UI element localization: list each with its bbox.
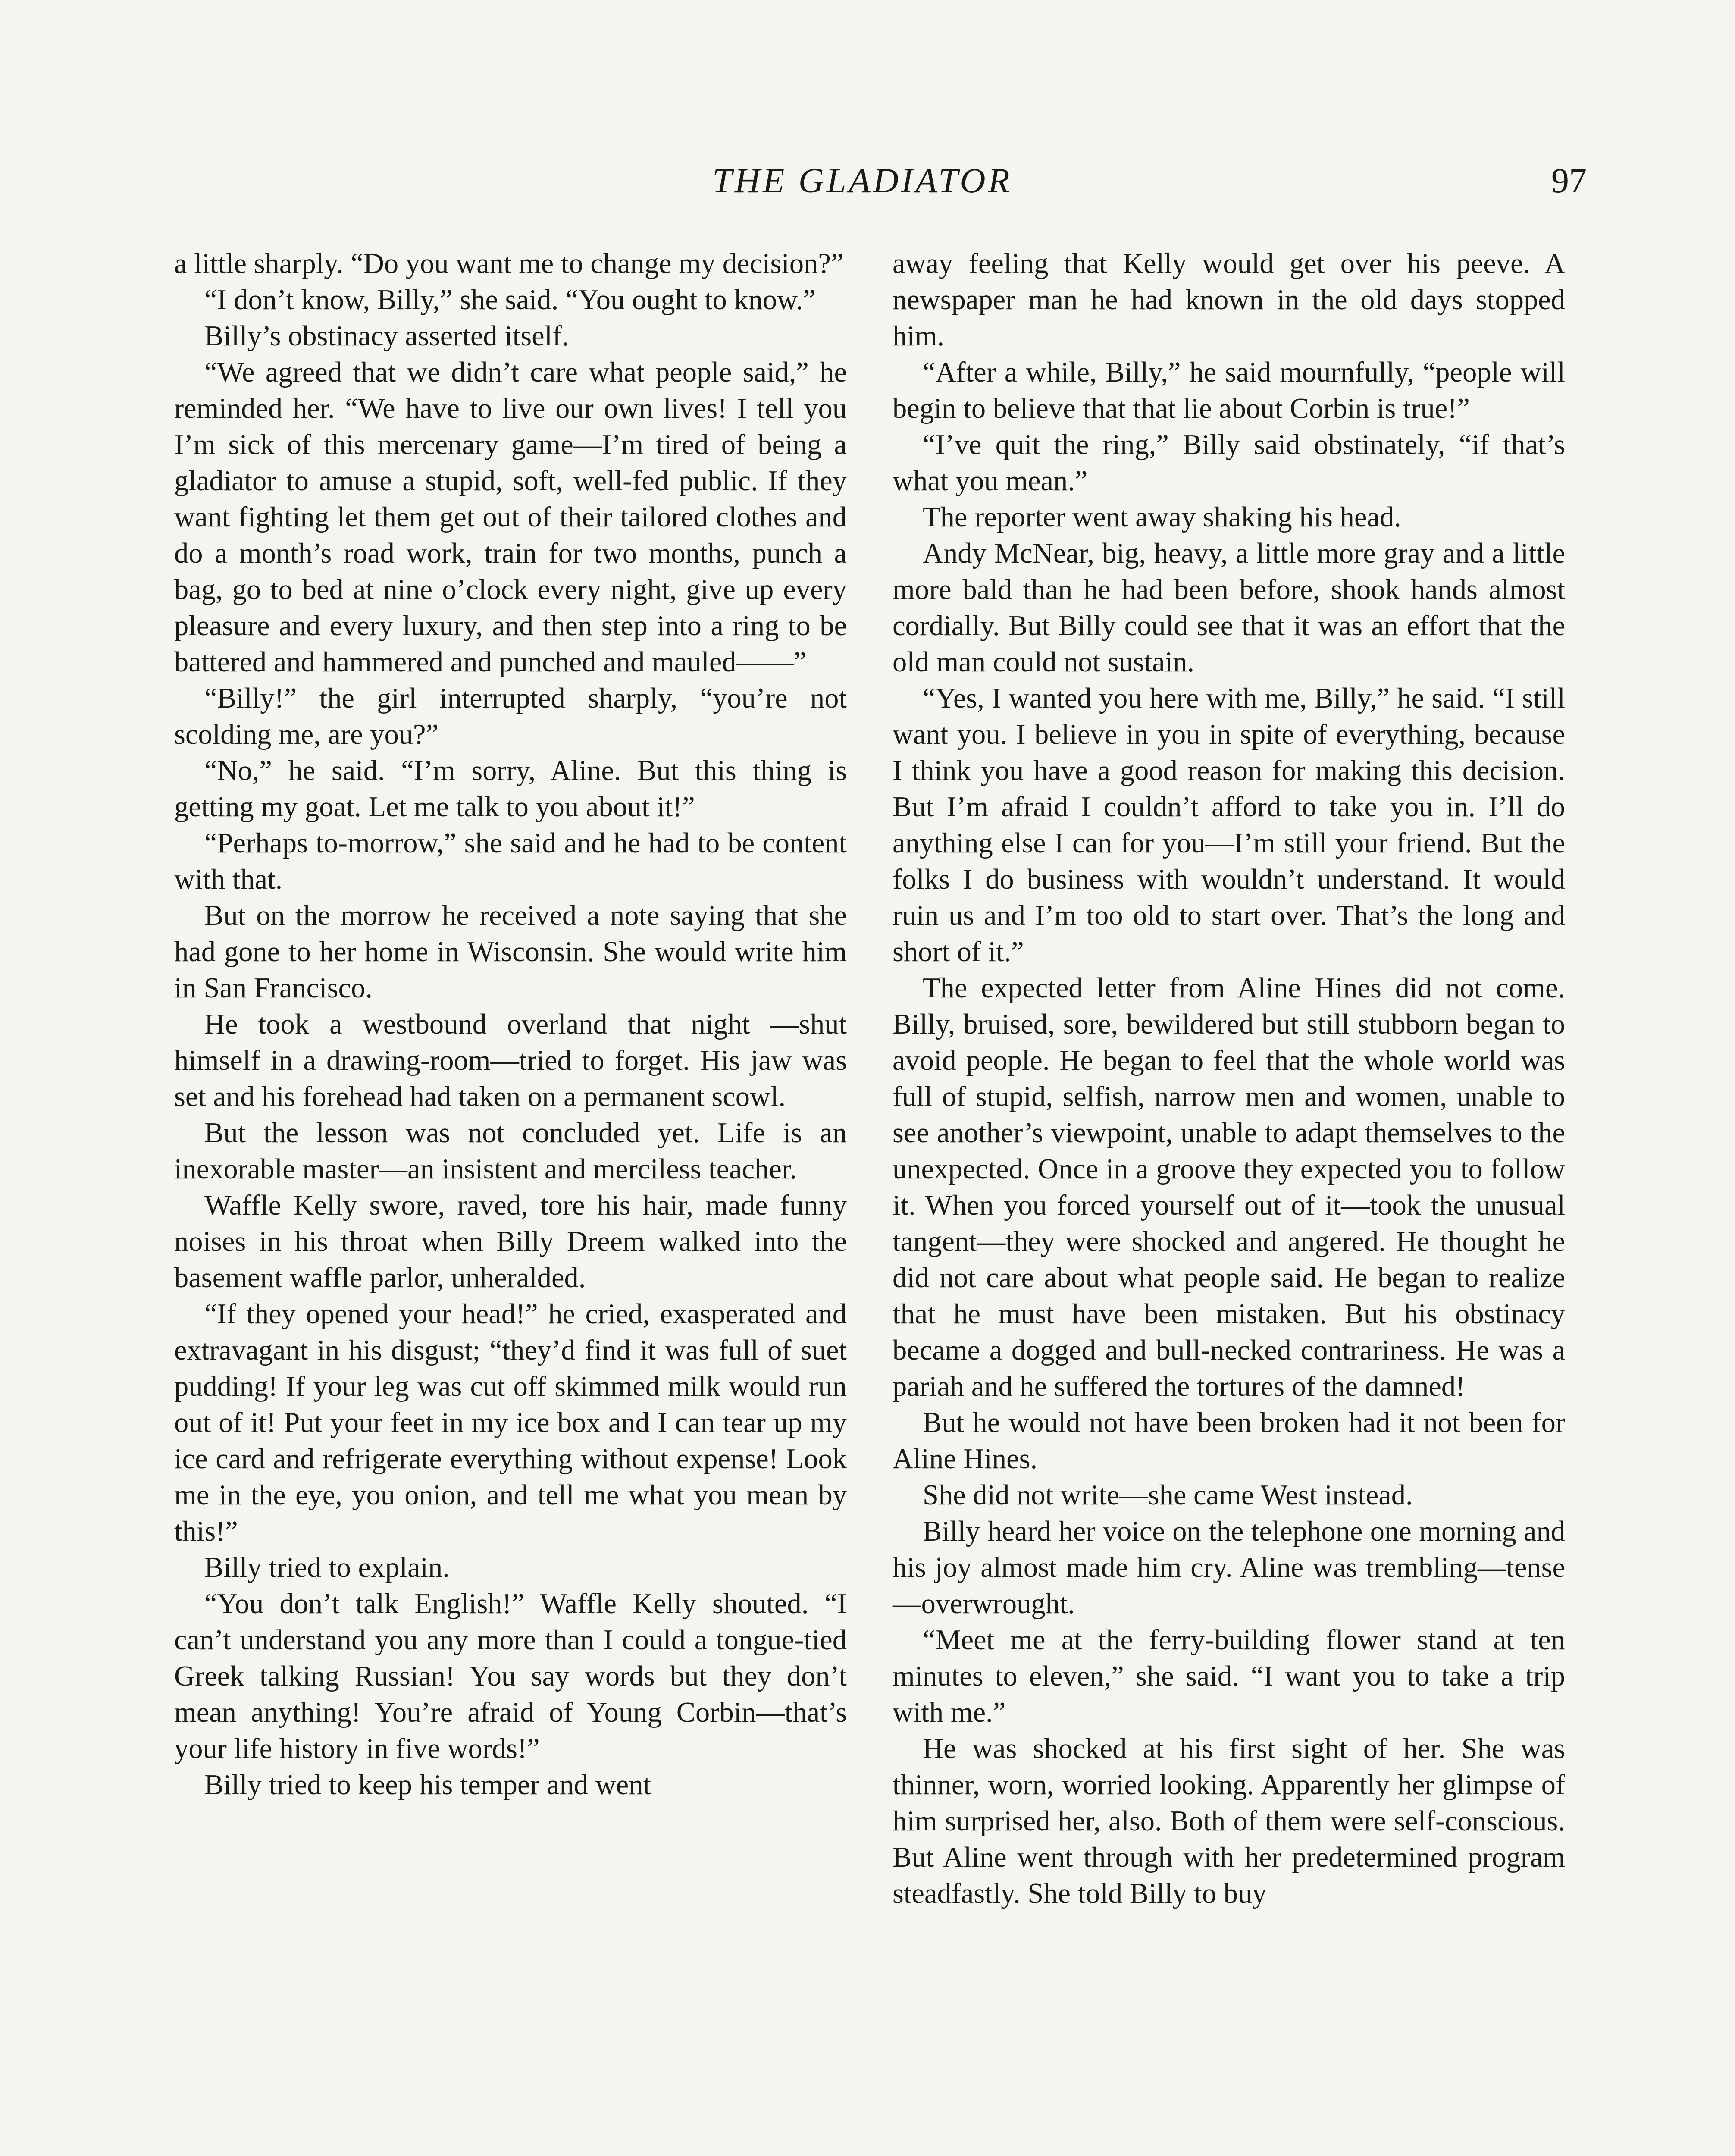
paragraph: Andy McNear, big, heavy, a little more gray and a little more bald than he had been before, shook hands almost cordially. But Billy could see that it was an effort that the old man could not sustain. — [893, 538, 1565, 678]
paragraph: Billy tried to explain. — [204, 1552, 450, 1583]
paragraph: “Yes, I wanted you here with me, Billy,” he said. “I still want you. I believe in you in spite of everything, because I think you have a good reason for making this decision. But I’m afraid I couldn’t afford to take you in. I’ll do anything else I can for you—I’m still your friend. But the folks I do business with wouldn’t understand. It would ruin us and I’m too old to start over. That’s the long and short of it.” — [893, 683, 1565, 968]
paragraph: Billy heard her voice on the telephone one morning and his joy almost made him cry. Aline was trembling—tense—overwrought. — [893, 1516, 1565, 1620]
paragraph: “Meet me at the ferry-building flower stand at ten minutes to eleven,” she said. “I want you to take a trip with me.” — [893, 1624, 1565, 1728]
paragraph: Waffle Kelly swore, raved, tore his hair, made funny noises in his throat when Billy Dreem walked into the basement waffle parlor, unheralded. — [174, 1190, 847, 1294]
paragraph: “After a while, Billy,” he said mournfully, “people will begin to believe that that lie about Corbin is true!” — [893, 357, 1565, 424]
paragraph: “Billy!” the girl interrupted sharply, “you’re not scolding me, are you?” — [174, 683, 847, 750]
paragraph: “We agreed that we didn’t care what people said,” he reminded her. “We have to live our own lives! I tell you I’m sick of this mercenary game—I’m tired of being a gladiator to amuse a stupid, soft, well-fed public. If they want fighting let them get out of their tailored clothes and do a month’s road work, train for two months, punch a bag, go to bed at nine o’clock every night, give up every pleasure and every luxury, and then step into a ring to be battered and hammered and punched and mauled——” — [174, 357, 847, 678]
paragraph: away feeling that Kelly would get over his peeve. A newspaper man he had known in the old days stopped him. — [893, 248, 1565, 352]
left-column — [174, 246, 847, 1803]
paragraph: “No,” he said. “I’m sorry, Aline. But this thing is getting my goat. Let me talk to you about it!” — [174, 755, 847, 823]
paragraph: The reporter went away shaking his head. — [923, 501, 1401, 533]
paragraph: Billy tried to keep his temper and went — [204, 1769, 651, 1801]
right-column — [893, 246, 1565, 1912]
paragraph: “You don’t talk English!” Waffle Kelly shouted. “I can’t understand you any more than I could a tongue-tied Greek talking Russian! You say words but they don’t mean anything! You’re afraid of Young Corbin—that’s your life history in five words!” — [174, 1588, 847, 1764]
paragraph: a little sharply. “Do you want me to change my decision?” — [174, 248, 844, 279]
paragraph: But on the morrow he received a note saying that she had gone to her home in Wisconsin. She would write him in San Francisco. — [174, 900, 847, 1004]
paragraph: He was shocked at his first sight of her. She was thinner, worn, worried looking. Apparently her glimpse of him surprised her, also. Both of them were self-conscious. But Aline went through with her predetermined program steadfastly. She told Billy to buy — [893, 1733, 1565, 1909]
paragraph: The expected letter from Aline Hines did not come. Billy, bruised, sore, bewildered but still stubborn began to avoid people. He began to feel that the whole world was full of stupid, selfish, narrow men and women, unable to see another’s viewpoint, unable to adapt themselves to the unexpected. Once in a groove they expected you to follow it. When you forced yourself out of it—took the unusual tangent—they were shocked and angered. He thought he did not care about what people said. He began to realize that he must have been mistaken. But his obstinacy became a dogged and bull-necked contrariness. He was a pariah and he suffered the tortures of the damned! — [893, 972, 1565, 1402]
paragraph: “If they opened your head!” he cried, exasperated and extravagant in his disgust; “they’d find it was full of suet pudding! If your leg was cut off skimmed milk would run out of it! Put your feet in my ice box and I can tear up my ice card and refrigerate everything without expense! Look me in the eye, you onion, and tell me what you mean by this!” — [174, 1298, 847, 1547]
paragraph: She did not write—she came West instead. — [923, 1479, 1413, 1511]
paragraph: “I’ve quit the ring,” Billy said obstinately, “if that’s what you mean.” — [893, 429, 1565, 497]
paragraph: “Perhaps to-morrow,” she said and he had to be content with that. — [174, 827, 847, 895]
paragraph: Billy’s obstinacy asserted itself. — [204, 320, 569, 352]
paragraph: “I don’t know, Billy,” she said. “You ought to know.” — [204, 284, 816, 316]
paragraph: But the lesson was not concluded yet. Life is an inexorable master—an insistent and merciless teacher. — [174, 1117, 847, 1185]
paragraph: He took a westbound overland that night —shut himself in a drawing-room—tried to forget. His jaw was set and his forehead had taken on a permanent scowl. — [174, 1009, 847, 1112]
page-number: 97 — [1551, 161, 1587, 200]
running-header-title: THE GLADIATOR — [712, 161, 1012, 200]
paragraph: But he would not have been broken had it not been for Aline Hines. — [893, 1407, 1565, 1475]
